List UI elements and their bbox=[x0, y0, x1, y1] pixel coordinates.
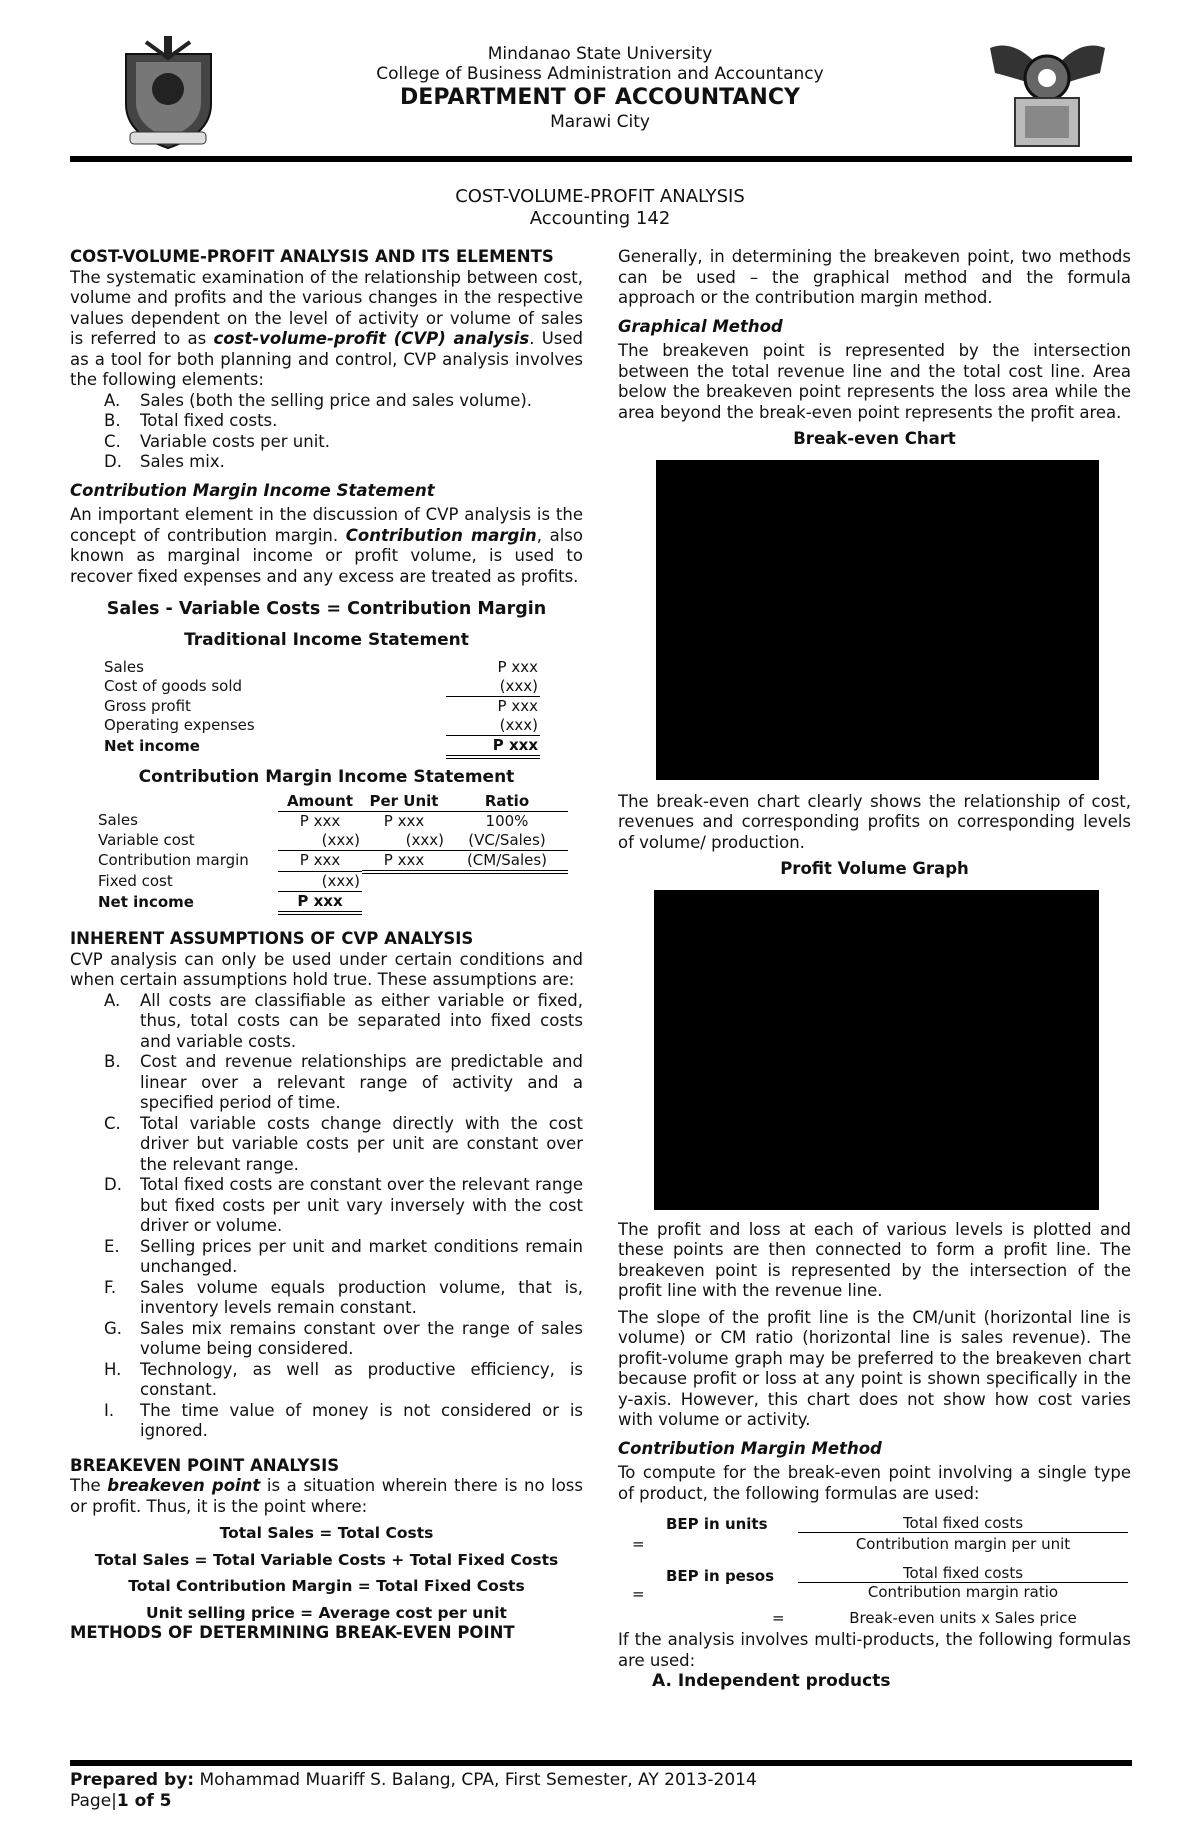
table-row: Operating expenses (xxx) bbox=[104, 716, 538, 735]
city-name: Marawi City bbox=[550, 112, 650, 132]
cvp-term: cost-volume-profit (CVP) analysis bbox=[213, 329, 530, 348]
cm-formula: Sales - Variable Costs = Contribution Margin bbox=[106, 599, 547, 619]
bep-formula-1: Total Sales = Total Costs bbox=[219, 1524, 434, 1542]
breakeven-chart-image bbox=[656, 460, 1099, 780]
assumptions-intro: CVP analysis can only be used under certain conditions and when certain assumptions hold true. These assumptions are: bbox=[70, 949, 583, 989]
table-row: Contribution margin P xxx P xxx (CM/Sales) bbox=[96, 850, 568, 872]
profit-volume-paragraph-1: The profit and loss at each of various levels is plotted and these points are then connected to form a profit line. The breakeven point is represented by the intersection of the profit line with the revenue line. bbox=[618, 1219, 1131, 1300]
contribution-margin-statement bbox=[96, 792, 568, 916]
header-rule bbox=[70, 156, 1132, 162]
document-title: COST-VOLUME-PROFIT ANALYSIS bbox=[455, 186, 745, 207]
bep-units-formula: BEP in units = Total fixed costs Contribution margin per unit bbox=[618, 1512, 1131, 1556]
bep-formula-3: Total Contribution Margin = Total Fixed Costs bbox=[128, 1577, 525, 1595]
profit-volume-graph-title: Profit Volume Graph bbox=[780, 859, 969, 878]
university-name: Mindanao State University bbox=[487, 44, 713, 64]
list-item: D. Total fixed costs are constant over the relevant range but fixed costs per unit vary inversely with the cost driver or volume. bbox=[104, 1175, 583, 1235]
profit-volume-graph-image bbox=[654, 890, 1099, 1210]
list-item: C. Variable costs per unit. bbox=[104, 431, 330, 451]
footer-rule bbox=[70, 1760, 1132, 1766]
table-row: Fixed cost (xxx) bbox=[98, 872, 360, 890]
page-number: Page|1 of 5 bbox=[70, 1791, 172, 1811]
table-row: Gross profit P xxx bbox=[104, 696, 538, 715]
contribution-margin-paragraph: An important element in the discussion of CVP analysis is the concept of contribution margin. Contribution margin, also known as marginal income or profit volume, is used to recover fixed expenses and any excess are treated as profits. bbox=[70, 505, 583, 586]
table-row: Sales P xxx P xxx 100% bbox=[98, 811, 529, 830]
traditional-statement-title: Traditional Income Statement bbox=[184, 629, 469, 650]
cvp-elements-heading: COST-VOLUME-PROFIT ANALYSIS AND ITS ELEMENTS bbox=[70, 247, 554, 266]
cmis-heading: Contribution Margin Income Statement bbox=[70, 480, 435, 500]
cvp-definition-paragraph: The systematic examination of the relationship between cost, volume and profits and the various changes in the respective values dependent on the level of activity or volume of sales is referred to as cost-volume-profit (CVP) analysis. Used as a tool for both planning and control, CVP analysis involves the following elements: bbox=[70, 267, 584, 389]
contribution-margin-term: Contribution margin bbox=[345, 525, 537, 545]
list-item: G. Sales mix remains constant over the range of sales volume being considered. bbox=[104, 1318, 583, 1358]
breakeven-chart-title: Break-even Chart bbox=[793, 429, 956, 448]
institution-header bbox=[300, 44, 900, 132]
table-row: Variable cost (xxx) (xxx) (VC/Sales) bbox=[96, 831, 568, 851]
table-row: Cost of goods sold (xxx) bbox=[104, 677, 538, 696]
table-row: Sales P xxx bbox=[104, 658, 538, 676]
department-name: DEPARTMENT OF ACCOUNTANCY bbox=[400, 85, 800, 110]
traditional-income-statement bbox=[102, 658, 540, 759]
table-row: Net income P xxx bbox=[96, 892, 568, 914]
list-item: B. Cost and revenue relationships are predictable and linear over a relevant range of activity and a specified period of time. bbox=[104, 1052, 583, 1112]
prepared-by-line: Prepared by: Mohammad Muariff S. Balang, CPA, First Semester, AY 2013-2014 bbox=[70, 1770, 757, 1790]
college-name: College of Business Administration and Accountancy bbox=[376, 64, 824, 84]
breakeven-term: breakeven point bbox=[107, 1476, 261, 1495]
assumptions-list bbox=[70, 991, 583, 1442]
list-item: I. The time value of money is not considered or is ignored. bbox=[104, 1400, 583, 1440]
methods-heading: METHODS OF DETERMINING BREAK-EVEN POINT bbox=[70, 1623, 515, 1642]
cm-method-heading: Contribution Margin Method bbox=[618, 1438, 882, 1458]
bep-pesos-formula: BEP in pesos = Total fixed costs Contribution margin ratio bbox=[618, 1562, 1131, 1606]
university-seal-logo bbox=[116, 34, 221, 152]
list-item: H. Technology, as well as productive efficiency, is constant. bbox=[104, 1359, 583, 1399]
breakeven-paragraph: The breakeven point is a situation wherein there is no loss or profit. Thus, it is the point where: bbox=[70, 1476, 583, 1516]
list-item: A. Sales (both the selling price and sales volume). bbox=[104, 390, 533, 410]
list-item: C. Total variable costs change directly with the cost driver but variable costs per unit are constant over the relevant range. bbox=[104, 1113, 583, 1174]
table-row: Net income P xxx bbox=[102, 736, 540, 758]
left-column bbox=[70, 247, 583, 1644]
document-title-block bbox=[300, 186, 900, 230]
list-item: B. Total fixed costs. bbox=[104, 411, 278, 430]
multi-product-paragraph: If the analysis involves multi-products, the following formulas are used: bbox=[618, 1630, 1131, 1670]
cm-method-paragraph: To compute for the break-even point involving a single type of product, the following formulas are used: bbox=[618, 1463, 1131, 1503]
assumptions-heading: INHERENT ASSUMPTIONS OF CVP ANALYSIS bbox=[70, 929, 474, 948]
list-item: D. Sales mix. bbox=[104, 452, 225, 471]
breakeven-chart-description: The break-even chart clearly shows the relationship of cost, revenues and corresponding profits on corresponding levels of volume/ production. bbox=[618, 791, 1131, 852]
list-item: A. All costs are classifiable as either variable or fixed, thus, total costs can be separated into fixed costs and variable costs. bbox=[104, 990, 583, 1051]
cm-statement-title: Contribution Margin Income Statement bbox=[138, 767, 515, 787]
bep-pesos-alt-formula: = Break-even units x Sales price bbox=[772, 1609, 1077, 1627]
list-item: E. Selling prices per unit and market conditions remain unchanged. bbox=[104, 1236, 583, 1276]
footer bbox=[70, 1770, 1132, 1812]
cvp-elements-list bbox=[70, 391, 583, 473]
profit-volume-paragraph-2: The slope of the profit line is the CM/unit (horizontal line is volume) or CM ratio (horizontal line is sales revenue). The profit-volume graph may be preferred to the breakeven chart because profit or loss at any point is shown specifically in the y-axis. However, this chart does not show how cost varies with volume or activity. bbox=[618, 1307, 1131, 1429]
methods-intro: Generally, in determining the breakeven point, two methods can be used – the graphical method and the formula approach or the contribution margin method. bbox=[618, 247, 1131, 307]
course-code: Accounting 142 bbox=[529, 208, 671, 229]
independent-products-heading: A. Independent products bbox=[652, 1671, 891, 1691]
table-header-row: Amount Per Unit Ratio bbox=[96, 792, 568, 812]
eagle-gear-logo bbox=[985, 28, 1110, 150]
bep-formula-4: Unit selling price = Average cost per unit bbox=[146, 1603, 507, 1622]
graphical-method-heading: Graphical Method bbox=[618, 316, 783, 336]
bep-formula-2: Total Sales = Total Variable Costs + Total Fixed Costs bbox=[94, 1550, 559, 1569]
list-item: F. Sales volume equals production volume, that is, inventory levels remain constant. bbox=[104, 1277, 583, 1317]
breakeven-heading: BREAKEVEN POINT ANALYSIS bbox=[70, 1455, 340, 1475]
graphical-method-paragraph: The breakeven point is represented by the intersection between the total revenue line and the total cost line. Area below the breakeven point represents the loss area while the area beyond the break-even point represents the profit area. bbox=[618, 341, 1131, 422]
right-column bbox=[618, 247, 1131, 1692]
